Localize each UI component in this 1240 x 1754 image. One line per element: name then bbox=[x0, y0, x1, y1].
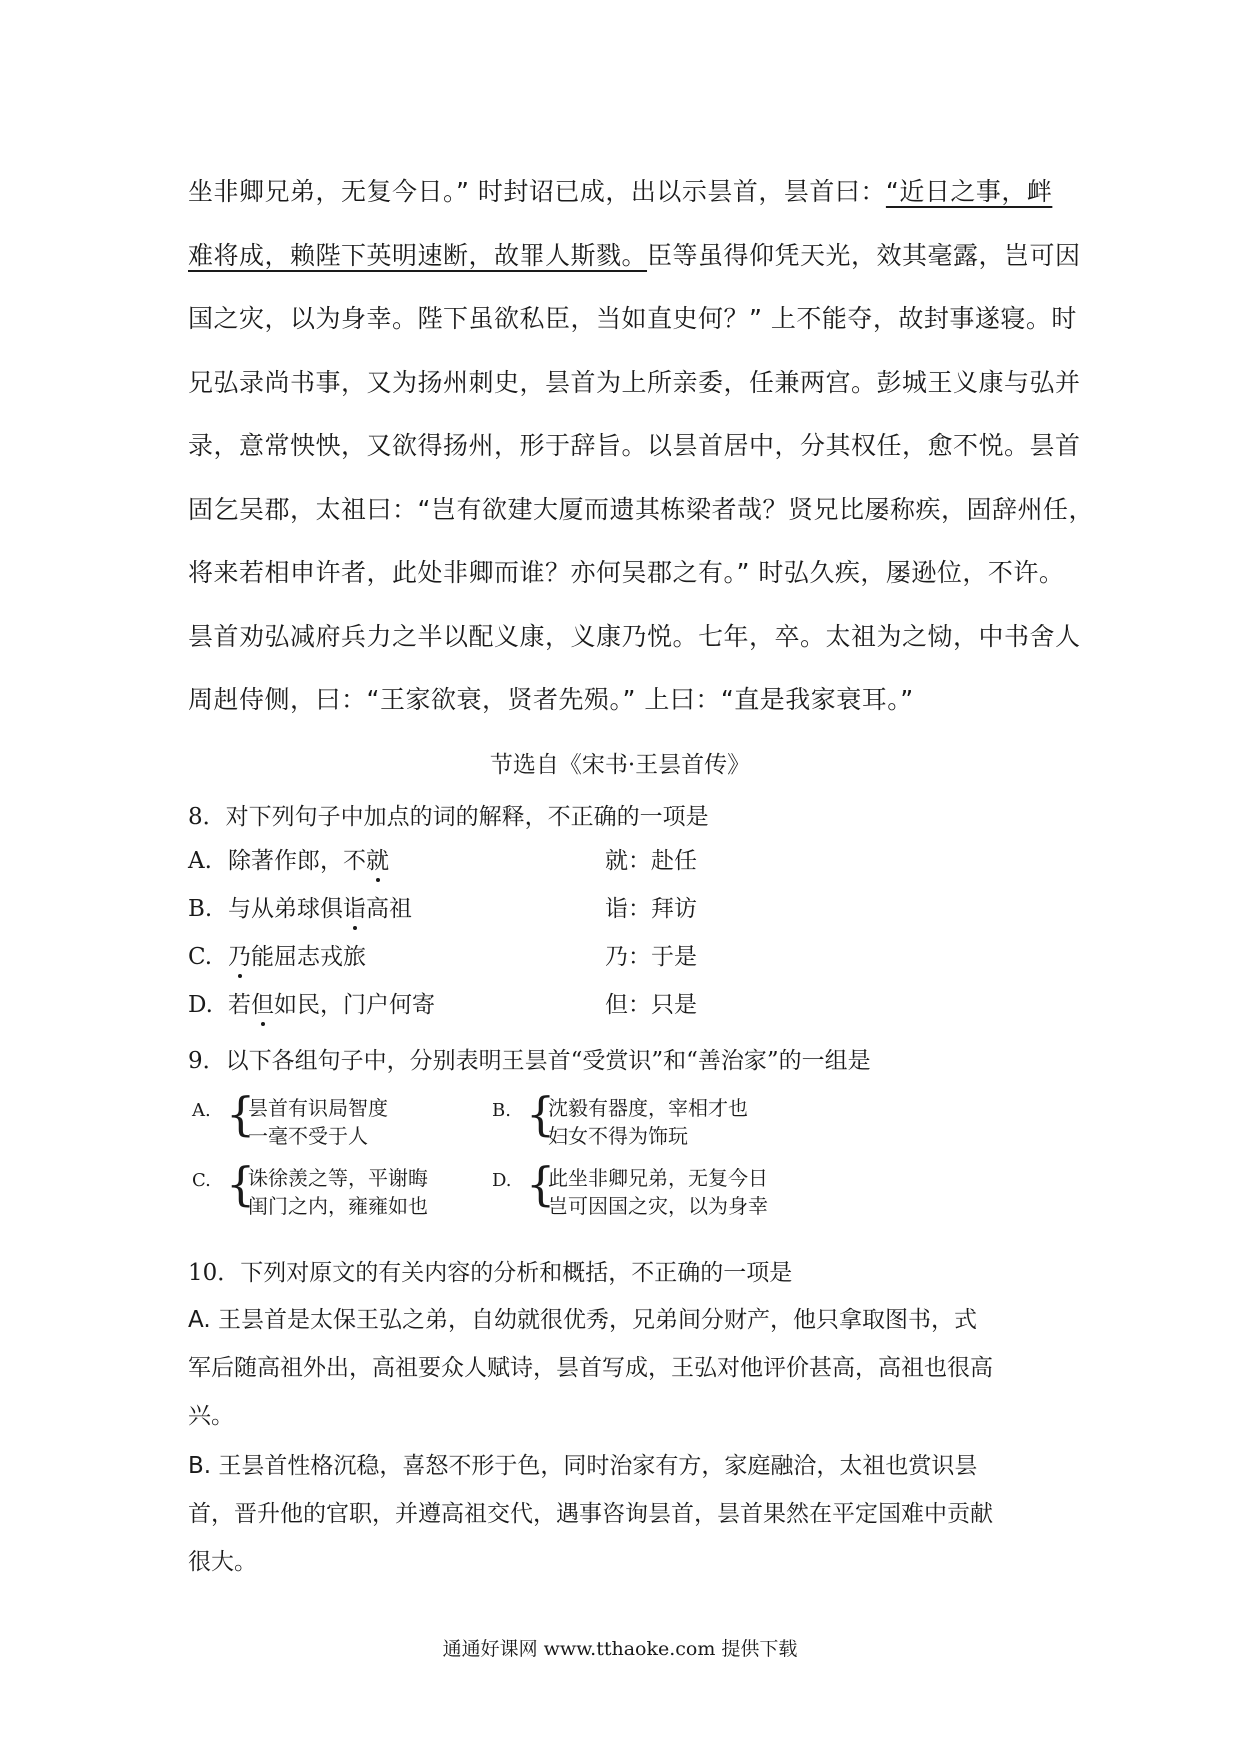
passage-line: 兄弘录尚书事，又为扬州刺史，昙首为上所亲委，任兼两宫。彭城王义康与弘并 bbox=[188, 367, 1081, 397]
brace-icon: { bbox=[226, 1157, 256, 1211]
passage-line: 国之灾，以为身幸。陛下虽欲私臣，当如直史何？” 上不能夺，故封事遂寝。时 bbox=[188, 304, 1077, 333]
question-9-stem: 9．以下各组句子中，分别表明王昙首“受赏识”和“善治家”的一组是 bbox=[188, 1048, 871, 1074]
question-8-stem: 8．对下列句子中加点的词的解释，不正确的一项是 bbox=[188, 804, 709, 830]
question-10-stem: 10．下列对原文的有关内容的分析和概括，不正确的一项是 bbox=[188, 1260, 793, 1286]
passage-text bbox=[188, 160, 1094, 732]
dotted-word: 诣 bbox=[343, 890, 366, 923]
passage-line: 昙首劝弘减府兵力之半以配义康，义康乃悦。七年，卒。太祖为之恸，中书舍人 bbox=[188, 621, 1081, 651]
q8-option-a-gloss: 就：赴任 bbox=[605, 848, 697, 874]
dotted-word: 就 bbox=[366, 842, 389, 875]
passage-line: 周赳侍侧，曰：“王家欲衰，贤者先殒。” 上曰：“直是我家衰耳。” bbox=[188, 685, 914, 714]
q8-option-c: C. 乃能屈志戎旅 bbox=[188, 938, 366, 971]
q8-option-d: D. 若但如民，门户何寄 bbox=[188, 986, 435, 1019]
passage-line: 将来若相申许者，此处非卿而谁？亦何吴郡之有。” 时弘久疾，屡逊位，不许。 bbox=[188, 558, 1065, 587]
dotted-word: 但 bbox=[251, 986, 274, 1019]
brace-icon: { bbox=[526, 1157, 556, 1211]
q8-option-a: A. 除著作郎，不就 bbox=[188, 842, 389, 875]
source-citation: 节选自《宋书·王昙首传》 bbox=[489, 752, 751, 778]
q8-option-c-gloss: 乃：于是 bbox=[605, 944, 697, 970]
brace-icon: { bbox=[226, 1087, 256, 1141]
brace-icon: { bbox=[526, 1087, 556, 1141]
underlined-sentence: 难将成，赖陛下英明速断，故罪人斯戮。 bbox=[188, 240, 648, 270]
q8-option-d-gloss: 但：只是 bbox=[605, 992, 697, 1018]
q10-option-b: B. 王昙首性格沉稳，喜怒不形于色，同时治家有方，家庭融洽，太祖也赏识昙 首，晋升他的官职，并遵高祖交代，遇事咨询昙首，昙首果然在平定国难中贡献 很大。 bbox=[188, 1453, 993, 1575]
q8-option-b-gloss: 诣：拜访 bbox=[605, 896, 697, 922]
underlined-sentence: “近日之事，衅 bbox=[885, 177, 1053, 206]
passage-line: 坐非卿兄弟，无复今日。” 时封诏已成，出以示昙首，昙首曰：“近日之事，衅 bbox=[188, 177, 1053, 206]
q8-option-b: B. 与从弟球俱诣高祖 bbox=[188, 890, 412, 923]
passage-line: 录，意常怏怏，又欲得扬州，形于辞旨。以昙首居中，分其权任，愈不悦。昙首 bbox=[188, 431, 1081, 460]
passage-line: 难将成，赖陛下英明速断，故罪人斯戮。臣等虽得仰凭天光，效其毫露，岂可因 bbox=[188, 240, 1081, 270]
dotted-word: 乃 bbox=[228, 938, 251, 971]
q10-option-a: A. 王昙首是太保王弘之弟，自幼就很优秀，兄弟间分财产，他只拿取图书，式 军后随高祖外出，高祖要众人赋诗，昙首写成，王弘对他评价甚高，高祖也很高 兴。 bbox=[188, 1307, 993, 1429]
page-footer: 通通好课网 www.tthaoke.com 提供下载 bbox=[442, 1638, 798, 1660]
passage-line: 固乞吴郡，太祖曰：“岂有欲建大厦而遗其栋梁者哉？贤兄比屡称疾，固辞州任， bbox=[188, 494, 1094, 524]
